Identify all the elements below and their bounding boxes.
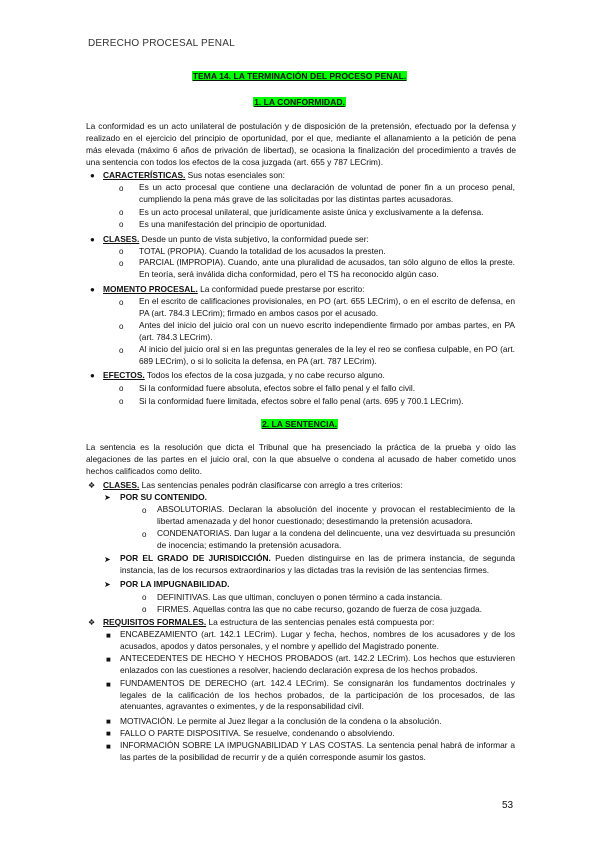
subbullet-icon: o xyxy=(119,384,124,393)
subbullet-icon: o xyxy=(119,220,124,229)
efectos-text: Todos los efectos de la cosa juzgada, y no cabe recurso alguno. xyxy=(144,370,385,380)
requisitos-label: REQUISITOS FORMALES. xyxy=(103,617,207,627)
arrow-bullet-icon: ➤ xyxy=(104,580,111,589)
sentencia-clases-heading xyxy=(103,479,403,491)
subbullet-icon: o xyxy=(142,593,147,602)
subbullet-icon: o xyxy=(142,506,147,515)
sentencia-intro: La sentencia es la resolución que dicta el Tribunal que ha presenciado la práctica de la prueba y oído las alegaciones de las partes en el juicio oral, con la que absuelve o condena al acusado de haber cometido unos hechos calificados como delito. xyxy=(86,442,516,476)
subbullet-icon: o xyxy=(119,322,124,331)
requisito-text: Lugar y fecha, hechos, nombres de los acusadores y de los acusados, apodos y datos personales, y el nombre y apellido del Magistrado ponente. xyxy=(120,629,516,651)
arrow-bullet-icon: ➤ xyxy=(104,493,111,502)
section-title-2-text: 2. LA SENTENCIA. xyxy=(261,419,338,429)
definitivas-text: Las que ultiman, concluyen o ponen término a cada instancia. xyxy=(210,592,443,602)
running-header: DERECHO PROCESAL PENAL xyxy=(88,38,235,49)
list-item: Si la conformidad fuere limitada, efectos sobre el fallo penal (arts. 695 y 700.1 LECrim). xyxy=(139,396,464,406)
requisito-item xyxy=(120,727,395,739)
list-item: Es un acto procesal que contiene una declaración de voluntad de poner fin a un proceso penal, cumpliendo la pena más grave de las solicitadas por las distintas partes acusadoras. xyxy=(139,182,515,204)
momento-text: La conformidad puede prestarse por escrito: xyxy=(197,284,365,294)
square-bullet-icon: ■ xyxy=(106,729,111,738)
diamond-bullet-icon: ❖ xyxy=(88,618,96,627)
chapter-title-text: TEMA 14. LA TERMINACIÓN DEL PROCESO PENAL. xyxy=(192,71,407,81)
square-bullet-icon: ■ xyxy=(106,631,111,640)
requisito-item xyxy=(120,678,515,713)
list-item: Antes del inicio del juicio oral con un nuevo escrito independiente firmado por ambas partes, en PA (art. 784.3 LECrim). xyxy=(139,320,515,342)
subbullet-icon: o xyxy=(119,259,124,268)
section-title-2 xyxy=(0,419,599,429)
requisito-label: FUNDAMENTOS DE DERECHO (art. 142.4 LECrim). xyxy=(120,678,329,688)
list-item: En el escrito de calificaciones provisionales, en PO (art. 655 LECrim), o en el escrito de defensa, en PA (art. 784.3 LECrim); firmado en ambos casos por el acusado. xyxy=(139,296,515,318)
subbullet-icon: o xyxy=(119,208,124,217)
requisitos-heading xyxy=(103,616,434,628)
requisito-label: ANTECEDENTES DE HECHO Y HECHOS PROBADOS (art. 142.2 LECrim). xyxy=(120,653,411,663)
absolutorias-item xyxy=(157,504,515,527)
caracteristicas-label: CARACTERÍSTICAS. xyxy=(103,170,186,180)
definitivas-label: DEFINITIVAS. xyxy=(157,592,211,602)
impugnabilidad-heading: POR LA IMPUGNABILIDAD. xyxy=(120,579,230,589)
list-item: TOTAL (PROPIA). Cuando la totalidad de los acusados la presten. xyxy=(139,246,386,256)
subbullet-icon: o xyxy=(119,184,124,193)
absolutorias-text: Declaran la absolución del inocente y provocan el restablecimiento de la libertad amenazada y del honor cuestionado; desestimando la pretensión acusadora. xyxy=(157,504,515,526)
diamond-bullet-icon: ❖ xyxy=(88,481,96,490)
clases-label: CLASES. xyxy=(103,234,140,244)
requisito-item xyxy=(120,629,515,652)
list-item: Es una manifestación del principio de oportunidad. xyxy=(139,219,327,229)
requisito-text: Los hechos que estuvieren enlazados con las cuestiones a resolver, haciendo declaración expresa de los hechos probados. xyxy=(120,653,515,675)
bullet-icon: ● xyxy=(90,371,95,380)
square-bullet-icon: ■ xyxy=(106,680,111,689)
conformidad-intro: La conformidad es un acto unilateral de postulación y de disposición de la pretensión, efectuado por la defensa y realizado en el ejercicio del principio de oportunidad, por el que, mediante el allanamiento a la petición de pena más elevada (máximo 6 años de privación de libertad), se ocasiona la finalización del procedimiento a través de una sentencia con todos los efectos de la cosa juzgada (art. 655 y 787 LECrim). xyxy=(86,121,516,167)
bullet-icon: ● xyxy=(90,171,95,180)
sentencia-clases-text: Las sentencias penales podrán clasificarse con arreglo a tres criterios: xyxy=(139,480,403,490)
definitivas-item xyxy=(157,591,442,603)
efectos-label: EFECTOS. xyxy=(103,370,145,380)
square-bullet-icon: ■ xyxy=(106,655,111,664)
firmes-text: Aquellas contra las que no cabe recurso, gozando de fuerza de cosa juzgada. xyxy=(190,604,482,614)
list-item: Al inicio del juicio oral si en las preguntas generales de la ley el reo se confiesa culpable, en PO (art. 689 LECrim), o si lo solicita la defensa, en PA (art. 787 LECrim). xyxy=(139,344,515,366)
efectos-heading xyxy=(103,369,385,381)
requisito-label: MOTIVACIÓN. xyxy=(120,716,175,726)
list-item: Si la conformidad fuere absoluta, efectos sobre el fallo penal y el fallo civil. xyxy=(139,383,416,393)
condenatorias-item xyxy=(157,528,515,551)
requisitos-text: La estructura de las sentencias penales está compuesta por: xyxy=(206,617,435,627)
subbullet-icon: o xyxy=(142,530,147,539)
caracteristicas-heading xyxy=(103,169,285,181)
requisito-text: Se resuelve, condenando o absolviendo. xyxy=(241,728,395,738)
list-item: Es un acto procesal unilateral, que jurídicamente asiste única y exclusivamente a la defensa. xyxy=(139,207,484,217)
momento-heading xyxy=(103,283,364,295)
clases-heading xyxy=(103,233,369,245)
square-bullet-icon: ■ xyxy=(106,742,111,751)
list-item: PARCIAL (IMPROPIA). Cuando, ante una pluralidad de acusados, tan sólo alguno de ellos la preste. En teoría, será inválida dicha conformidad, pero el TS ha reconocido algún caso. xyxy=(139,257,515,279)
chapter-title xyxy=(0,71,599,81)
momento-label: MOMENTO PROCESAL. xyxy=(103,284,198,294)
contenido-heading: POR SU CONTENIDO. xyxy=(120,492,208,502)
firmes-item xyxy=(157,603,482,615)
condenatorias-text: Dan lugar a la condena del delincuente, una vez desvirtuada su presunción de inocencia; estimando la pretensión acusadora. xyxy=(157,528,515,550)
subbullet-icon: o xyxy=(119,247,124,256)
subbullet-icon: o xyxy=(119,298,124,307)
requisito-item xyxy=(120,740,515,763)
jurisdiccion-text: Pueden distinguirse en las de primera instancia, de segunda instancia, las de los recursos extraordinarios y las dictadas tras la revisión de las sentencias firmes. xyxy=(120,553,515,575)
jurisdiccion-item xyxy=(120,553,515,576)
requisito-label: ENCABEZAMIENTO (art. 142.1 LECrim). xyxy=(120,629,278,639)
requisito-label: INFORMACIÓN SOBRE LA IMPUGNABILIDAD Y LAS COSTAS. xyxy=(120,740,365,750)
sentencia-clases-label: CLASES. xyxy=(103,480,140,490)
requisito-item xyxy=(120,715,442,727)
requisito-text: Se consignarán los fundamentos doctrinales y legales de la calificación de los hechos probados, de la participación de los procesados, de las atenuantes, agravantes o eximentes, y de la responsabilidad civil. xyxy=(120,678,515,711)
section-title-1-text: 1. LA CONFORMIDAD. xyxy=(254,97,345,107)
clases-text: Desde un punto de vista subjetivo, la conformidad puede ser: xyxy=(139,234,369,244)
subbullet-icon: o xyxy=(119,397,124,406)
absolutorias-label: ABSOLUTORIAS. xyxy=(157,504,225,514)
requisito-item xyxy=(120,653,515,676)
caracteristicas-text: Sus notas esenciales son: xyxy=(185,170,285,180)
square-bullet-icon: ■ xyxy=(106,717,111,726)
requisito-text: La sentencia penal habrá de informar a las partes de la posibilidad de recurrir y de a quién corresponde asumir los gastos. xyxy=(120,740,515,762)
jurisdiccion-label: POR EL GRADO DE JURISDICCIÓN. xyxy=(120,553,271,563)
subbullet-icon: o xyxy=(119,346,124,355)
arrow-bullet-icon: ➤ xyxy=(104,555,111,564)
firmes-label: FIRMES. xyxy=(157,604,191,614)
bullet-icon: ● xyxy=(90,285,95,294)
section-title-1 xyxy=(0,97,599,107)
subbullet-icon: o xyxy=(142,605,147,614)
requisito-label: FALLO O PARTE DISPOSITIVA. xyxy=(120,728,242,738)
page-number: 53 xyxy=(502,800,514,811)
condenatorias-label: CONDENATORIAS. xyxy=(157,528,232,538)
requisito-text: Le permite al Juez llegar a la conclusión de la condena o la absolución. xyxy=(174,716,442,726)
bullet-icon: ● xyxy=(90,235,95,244)
